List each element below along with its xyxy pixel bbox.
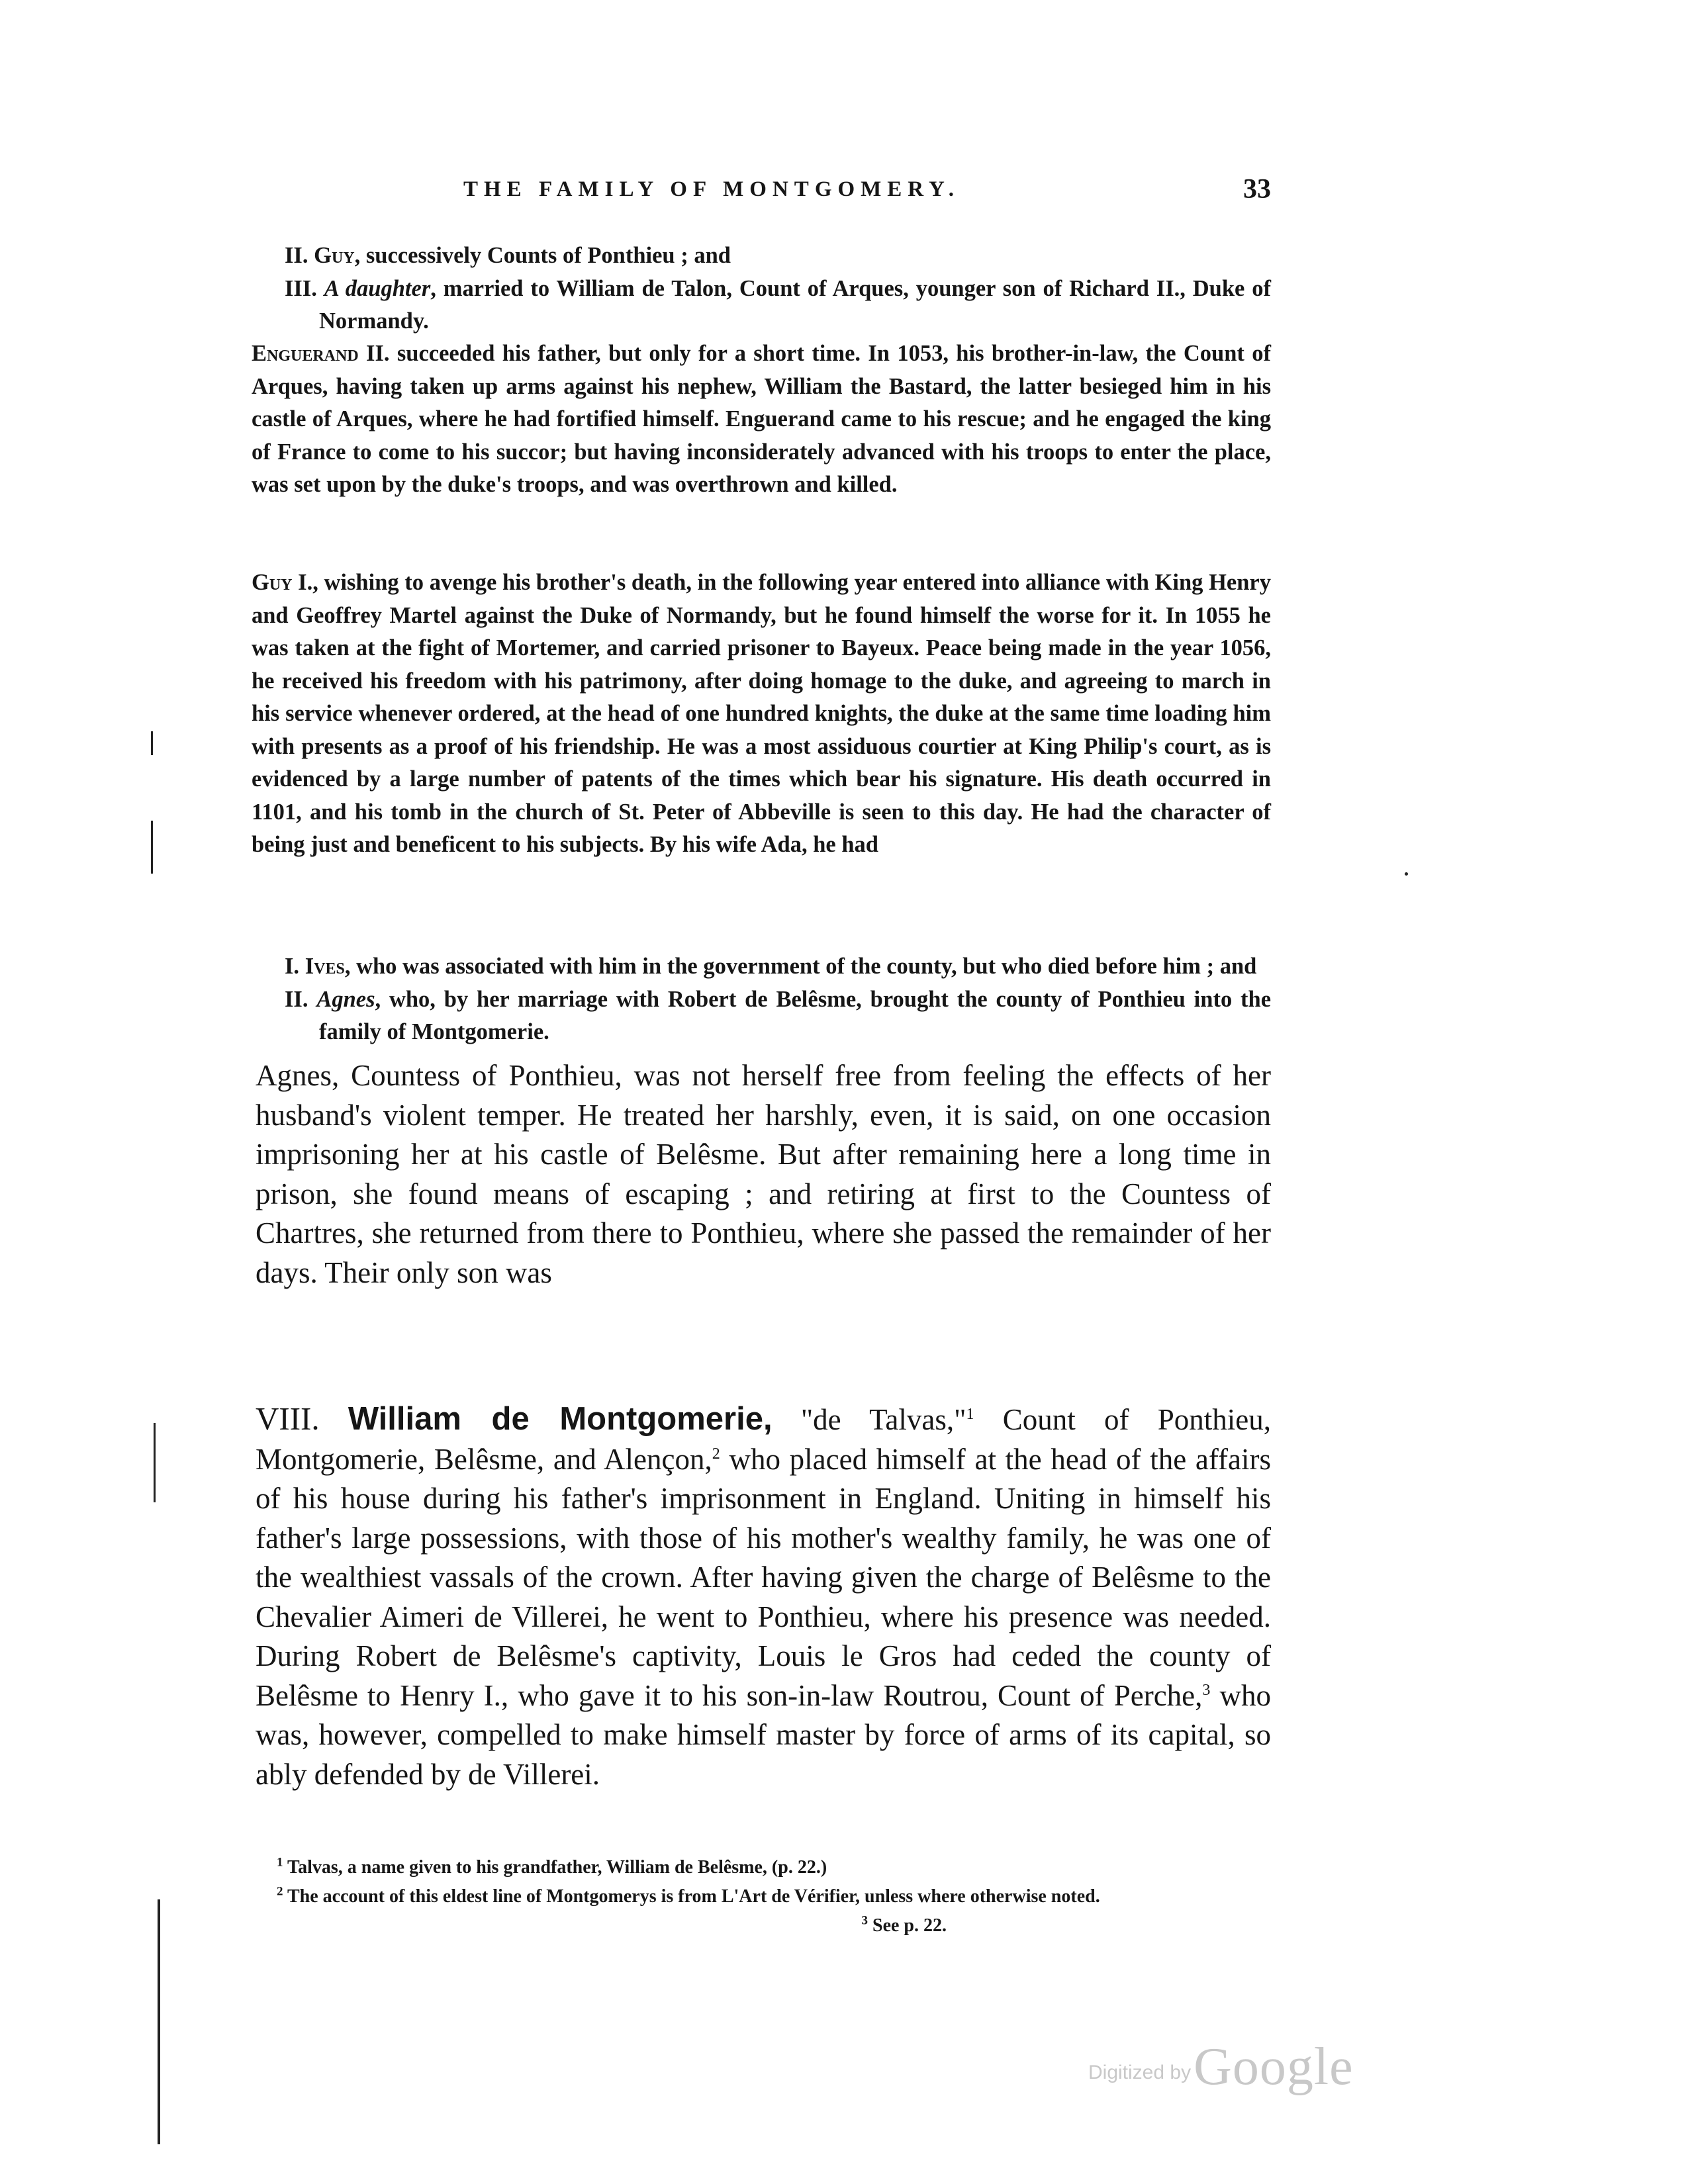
entry-heading-name: William de Montgomerie, [348, 1401, 773, 1437]
children-list [252, 950, 1271, 1049]
paragraph-guy: Guy I., wishing to avenge his brother's death, in the following year entered into alliance with King Henry and Geoffrey Martel against the Duke of Normandy, but he found himself the worse for it. In 1055 he was taken at the fight of Mortemer, and carried prisoner to Bayeux. Peace being made in the year 1056, he received his freedom with his patrimony, after doing homage to the duke, and agreeing to march in his service whenever ordered, at the head of one hundred knights, the duke at the same time loading him with presents as a proof of his friendship. He was a most assiduous courtier at King Philip's court, as is evidenced by a large number of patents of the times which bear his signature. His death occurred in 1101, and his tomb in the church of St. Peter of Abbeville is seen to this day. He had the character of being just and beneficent to his subjects. By his wife Ada, he had [252, 570, 1271, 857]
intro-list [252, 240, 1271, 338]
running-header [252, 173, 1271, 213]
footnote-ref: 2 [712, 1445, 720, 1463]
footnote: $^1$ Talvas, a name given to his grandfather, William de Belêsme, (p. 22.) [277, 1855, 827, 1878]
digitized-watermark: Digitized by Google [1088, 2038, 1354, 2096]
list-item: II. Guy, successively Counts of Ponthieu ; and [285, 243, 731, 268]
paragraph-william: VIII. William de Montgomerie, "de Talvas,"$^1$ Count of Ponthieu, Montgomerie, Belêsme, and Alençon,$^2$ who placed himself at the head of the affairs of his house during his father's imprisonment in England. Uniting in himself his father's large possessions, with those of his mother's wealthy family, he was one of the wealthiest vassals of the crown. After having given the charge of Belêsme to the Chevalier Aimeri de Villerei, he went to Ponthieu, where his presence was needed. During Robert de Belêsme's captivity, Louis le Gros had ceded the county of Belêsme to Henry I., who gave it to his son-in-law Routrou, Count of Perche,$^3$ who was, however, compelled to make himself master by force of arms of its capital, so ably defended by de Villerei. [256, 1400, 1271, 1791]
page-number: 33 [1243, 174, 1271, 205]
footnote: $^2$ The account of this eldest line of Montgomerys is from L'Art de Vérifier, unless where otherwise noted. $^3$ See p. 22. [252, 1882, 1271, 1911]
running-title: THE FAMILY OF MONTGOMERY. [463, 177, 961, 201]
footnote: $^3$ See p. 22. [861, 1913, 947, 1936]
footnote-ref: 3 [1202, 1681, 1211, 1699]
paragraph-enguerand: Enguerand II. succeeded his father, but only for a short time. In 1053, his brother-in-law, the Count of Arques, having taken up arms against his nephew, William the Bastard, the latter besieged him in his castle of Arques, where he had fortified himself. Enguerand came to his rescue; and he engaged the king of France to come to his succor; but having inconsiderately advanced with his troops to enter the place, was set upon by the duke's troops, and was overthrown and killed. [252, 341, 1271, 497]
scan-margin-line [158, 1899, 160, 2144]
scan-margin-line [154, 1423, 156, 1502]
scan-dot [1405, 872, 1408, 876]
list-item: III. A daughter, married to William de Talon, Count of Arques, younger son of Richard II., Duke of Normandy. [285, 275, 1271, 334]
paragraph-agnes: Agnes, Countess of Ponthieu, was not herself free from feeling the effects of her husband's violent temper. He treated her harshly, even, it is said, on one occasion imprisoning her at his castle of Belêsme. But after remaining here a long time in prison, she found means of escaping ; and retiring at first to the Countess of Chartres, she returned from there to Ponthieu, where she passed the remainder of her days. Their only son was [256, 1059, 1271, 1289]
footnote-ref: 1 [966, 1406, 974, 1423]
google-logo: Google [1194, 2038, 1354, 2096]
footnotes [252, 1853, 1271, 1940]
scan-margin-line [151, 731, 153, 755]
list-item: I. Ives, who was associated with him in the government of the county, but who died before him ; and [285, 954, 1257, 979]
scan-margin-line [151, 821, 153, 874]
list-item: II. Agnes, who, by her marriage with Robert de Belêsme, brought the county of Ponthieu into the family of Montgomerie. [285, 986, 1272, 1044]
